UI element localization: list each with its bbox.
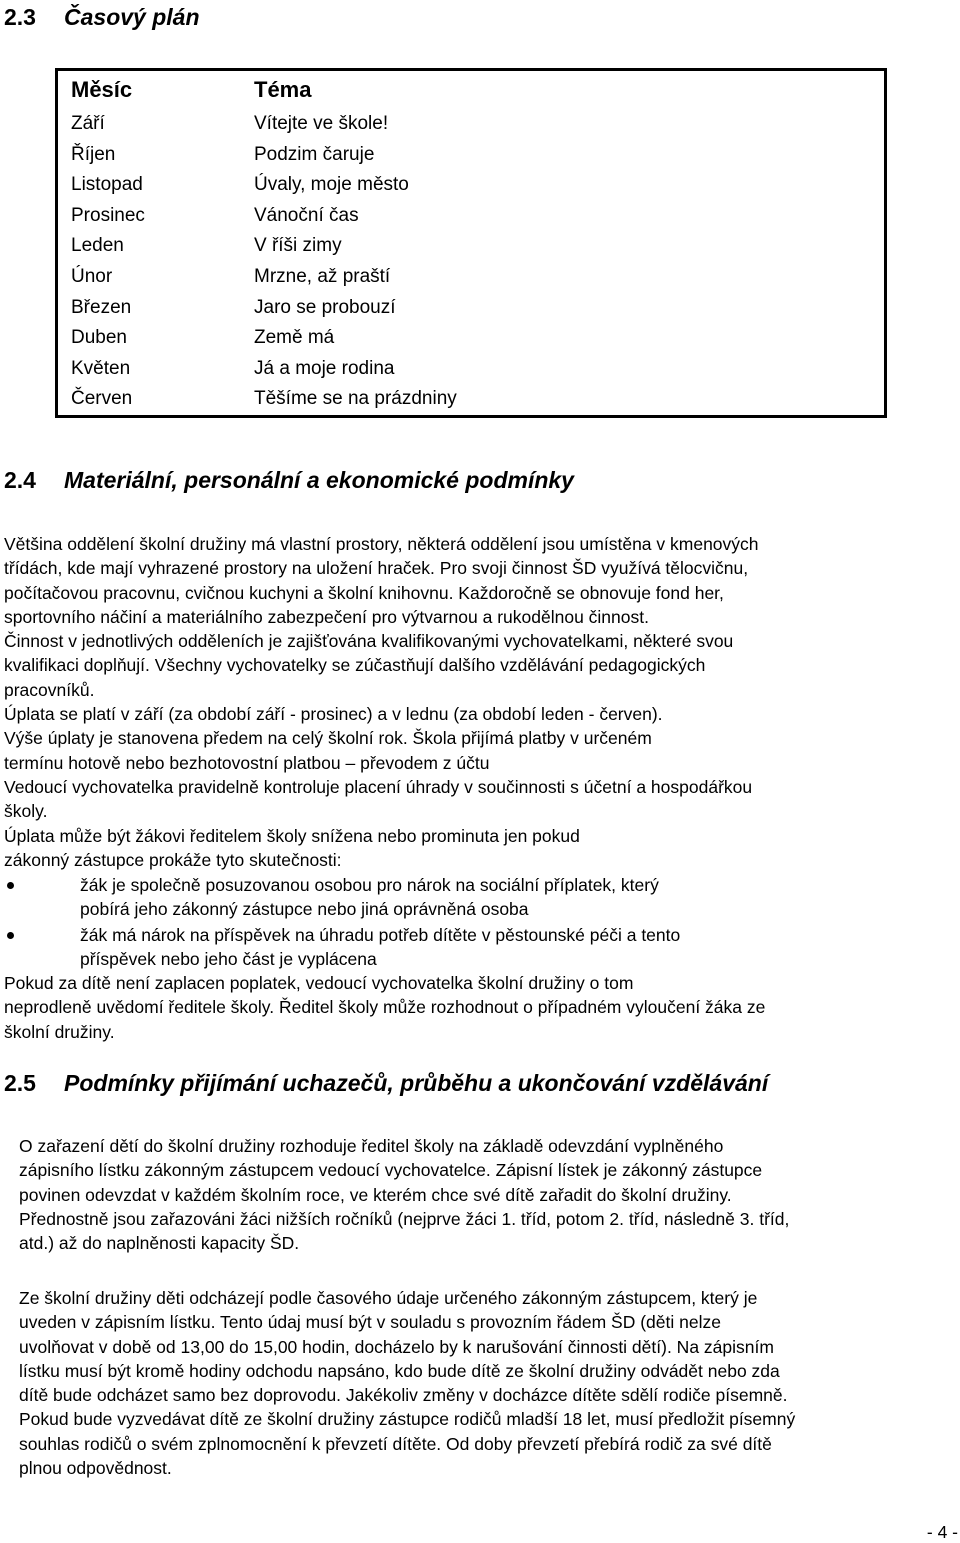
month-cell: Březen — [71, 296, 132, 318]
table-header-row — [57, 70, 886, 110]
text-line: školní družiny. — [4, 1021, 115, 1042]
table-row — [57, 170, 886, 201]
theme-cell: V říši zimy — [254, 235, 342, 257]
month-cell: Prosinec — [71, 204, 145, 226]
text-line: sportovního náčiní a materiálního zabezpečení pro výtvarnou a rukodělnou činnost. — [4, 606, 649, 627]
admission-paragraph — [19, 1134, 789, 1255]
table-row — [57, 323, 886, 354]
section-title: Časový plán — [64, 4, 200, 30]
list-item — [0, 873, 900, 922]
text-line: žák je společně posuzovanou osobou pro nárok na sociální příplatek, který — [80, 875, 659, 895]
text-line: Činnost v jednotlivých odděleních je zajišťována kvalifikovanými vychovatelkami, některé svou — [4, 631, 734, 652]
text-line: Ze školní družiny děti odcházejí podle časového údaje určeného zákonným zástupcem, který je — [19, 1288, 758, 1308]
table-row — [57, 231, 886, 262]
table-row — [57, 201, 886, 232]
theme-cell: Úvaly, moje město — [254, 174, 409, 196]
table-row — [57, 293, 886, 324]
text-line: třídách, kde mají vyhrazené prostory na uložení hraček. Pro svoji činnost ŠD využívá tělocvičnu, — [4, 558, 749, 579]
text-line: Výše úplaty je stanovena předem na celý školní rok. Škola přijímá platby v určeném — [4, 728, 652, 749]
section-title: Podmínky přijímání uchazečů, průběhu a ukončování vzdělávání — [64, 1070, 769, 1096]
text-line: pobírá jeho zákonný zástupce nebo jiná oprávněná osoba — [80, 899, 529, 920]
text-line: žák má nárok na příspěvek na úhradu potřeb dítěte v pěstounské péči a tento — [80, 925, 681, 945]
text-line: kvalifikaci doplňují. Všechny vychovatelky se zúčastňují dalšího vzdělávání pedagogických — [4, 655, 706, 676]
month-cell: Červen — [71, 388, 133, 410]
theme-cell: Těšíme se na prázdniny — [254, 388, 457, 410]
conditions-paragraph — [4, 532, 759, 872]
table-row — [57, 262, 886, 293]
page-number: - 4 - — [926, 1522, 958, 1542]
text-line: Pokud za dítě není zaplacen poplatek, vedoucí vychovatelka školní družiny o tom — [4, 973, 634, 993]
section-number: 2.3 — [4, 4, 36, 30]
text-line: Úplata může být žákovi ředitelem školy snížena nebo prominuta jen pokud — [4, 825, 580, 846]
section-number: 2.5 — [4, 1070, 36, 1096]
text-line: dítě bude odcházet samo bez doprovodu. Jakékoliv změny v docházce dítěte sdělí rodiče písemně. — [19, 1385, 788, 1406]
theme-cell: Vánoční čas — [254, 204, 359, 226]
bullet-text — [80, 873, 659, 922]
text-line: příspěvek nebo jeho část je vyplácena — [80, 949, 377, 970]
month-cell: Únor — [71, 265, 113, 287]
text-line: neprodleně uvědomí ředitele školy. Ředitel školy může rozhodnout o případném vyloučení žáka ze — [4, 997, 766, 1018]
header-theme: Téma — [254, 77, 312, 102]
month-cell: Leden — [71, 235, 124, 257]
theme-cell: Podzim čaruje — [254, 143, 375, 165]
theme-cell: Mrzne, až praští — [254, 265, 391, 287]
month-cell: Duben — [71, 327, 127, 349]
theme-cell: Jaro se probouzí — [254, 296, 396, 318]
text-line: školy. — [4, 801, 48, 822]
text-line: Úplata se platí v září (za období září - prosinec) a v lednu (za období leden - červen). — [4, 704, 663, 725]
section-heading-admission — [4, 1070, 768, 1097]
text-line: zápisního lístku zákonným zástupcem vedoucí vychovatelce. Zápisní lístek je zákonný zástupce — [19, 1160, 763, 1181]
text-line: uveden v zápisním lístku. Tento údaj musí být v souladu s provozním řádem ŠD (děti nelze — [19, 1312, 721, 1333]
bullet-icon — [7, 882, 14, 889]
text-line: počítačovou pracovnu, cvičnou kuchyni a školní knihovnu. Každoročně se obnovuje fond her, — [4, 582, 724, 603]
time-plan-table — [55, 68, 887, 418]
section-heading-plan — [4, 4, 200, 31]
table-row — [57, 354, 886, 385]
conditions-closing-paragraph — [4, 971, 765, 1044]
theme-cell: Vítejte ve škole! — [254, 113, 389, 134]
month-cell: Listopad — [71, 174, 143, 196]
text-line: plnou odpovědnost. — [19, 1458, 172, 1479]
theme-cell: Já a moje rodina — [254, 357, 395, 379]
table-row — [57, 384, 886, 416]
bullet-text — [80, 923, 680, 972]
table-row — [57, 140, 886, 171]
table-row — [57, 109, 886, 140]
theme-cell: Země má — [254, 327, 335, 349]
text-line: O zařazení dětí do školní družiny rozhoduje ředitel školy na základě odevzdání vyplněného — [19, 1136, 724, 1156]
month-cell: Říjen — [71, 143, 116, 165]
departure-paragraph — [19, 1286, 795, 1480]
text-line: lístku musí být kromě hodiny odchodu napsáno, kdo bude dítě ze školní družiny odvádět nebo zda — [19, 1360, 780, 1381]
text-line: souhlas rodičů o svém zplnomocnění k převzetí dítěte. Od doby převzetí přebírá rodič za své dítě — [19, 1433, 772, 1454]
text-line: povinen odevzdat v každém školním roce, ve kterém chce své dítě zařadit do školní družiny. — [19, 1184, 732, 1205]
section-number: 2.4 — [4, 467, 36, 493]
text-line: Pokud bude vyzvedávat dítě ze školní družiny zástupce rodičů mladší 18 let, musí předložit písemný — [19, 1409, 796, 1430]
text-line: Vedoucí vychovatelka pravidelně kontroluje placení úhrady v součinnosti s účetní a hospodářkou — [4, 776, 753, 797]
bullet-icon — [7, 932, 14, 939]
list-item — [0, 923, 900, 972]
text-line: atd.) až do naplněnosti kapacity ŠD. — [19, 1233, 300, 1254]
text-line: termínu hotově nebo bezhotovostní platbou – převodem z účtu — [4, 752, 490, 773]
text-line: zákonný zástupce prokáže tyto skutečnosti: — [4, 849, 342, 870]
text-line: Přednostně jsou zařazováni žáci nižších ročníků (nejprve žáci 1. tříd, potom 2. tříd, následně 3. tříd, — [19, 1208, 790, 1229]
month-cell: Září — [71, 113, 105, 134]
text-line: pracovníků. — [4, 679, 95, 700]
header-month: Měsíc — [71, 77, 133, 102]
section-heading-conditions — [4, 467, 574, 494]
section-title: Materiální, personální a ekonomické podmínky — [64, 467, 574, 493]
month-cell: Květen — [71, 357, 131, 379]
text-line: uvolňovat v době od 13,00 do 15,00 hodin, docházelo by k narušování činnosti dětí). Na zápisním — [19, 1336, 774, 1357]
text-line: Většina oddělení školní družiny má vlastní prostory, některá oddělení jsou umístěna v kmenových — [4, 534, 759, 554]
